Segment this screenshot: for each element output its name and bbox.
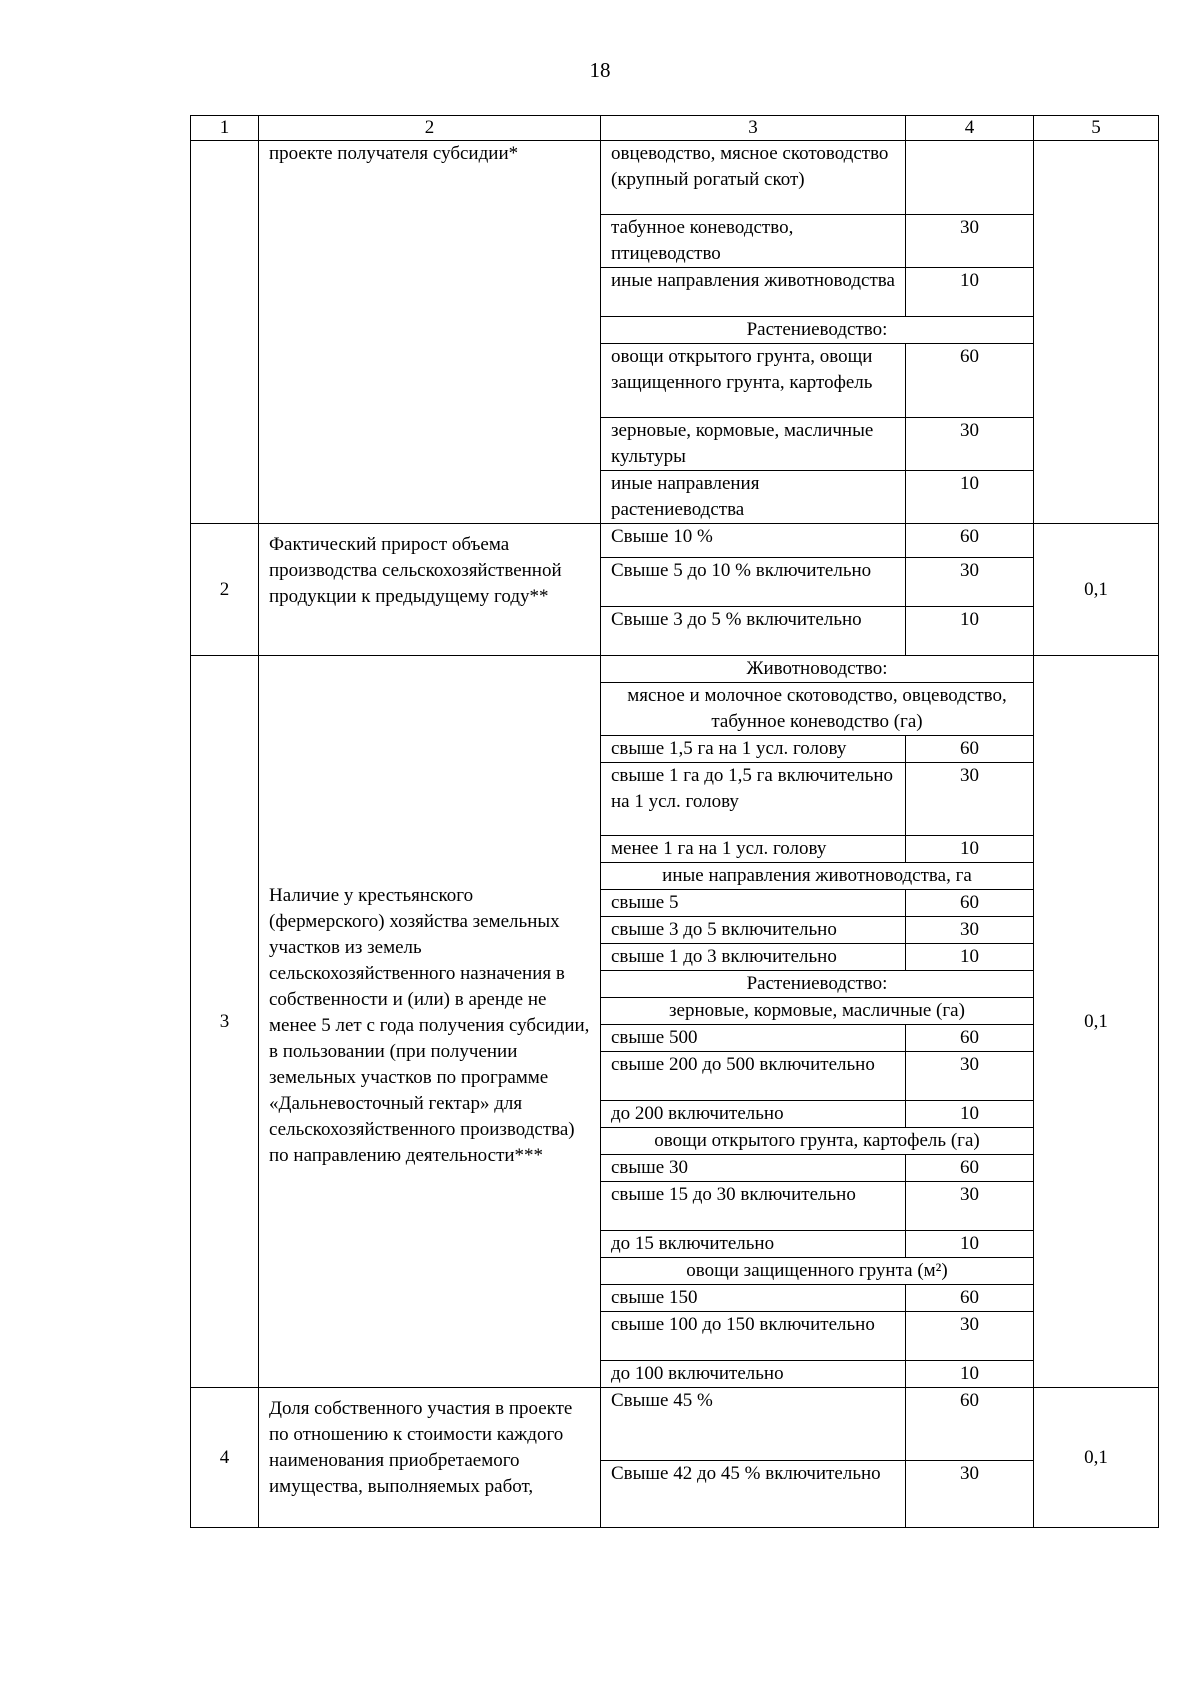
- score-cell: 10: [906, 1231, 1034, 1258]
- score-cell: 60: [906, 736, 1034, 763]
- score-cell: 30: [906, 1312, 1034, 1361]
- condition-cell: зерновые, кормовые, масличные культуры: [601, 418, 906, 471]
- section-heading-cell: овощи защищенного грунта (м²): [601, 1258, 1034, 1285]
- condition-cell: до 15 включительно: [601, 1231, 906, 1258]
- condition-cell: иные направления животноводства: [601, 268, 906, 317]
- criterion-cell: [259, 1388, 601, 1528]
- section-heading-cell: овощи открытого грунта, картофель (га): [601, 1128, 1034, 1155]
- criterion-cell: [259, 524, 601, 656]
- table-row: [191, 1388, 1159, 1461]
- score-cell: 30: [906, 917, 1034, 944]
- header-cell: 5: [1034, 116, 1159, 141]
- condition-cell: свыше 150: [601, 1285, 906, 1312]
- table-row: [191, 524, 1159, 558]
- score-cell: 10: [906, 1361, 1034, 1388]
- section-heading-cell: иные направления животноводства, га: [601, 863, 1034, 890]
- weight-cell: [1034, 141, 1159, 524]
- score-cell: 10: [906, 268, 1034, 317]
- weight-cell: 0,1: [1034, 1388, 1159, 1528]
- header-cell: 3: [601, 116, 906, 141]
- header-row: [191, 116, 1159, 141]
- condition-cell: свыше 1,5 га на 1 усл. голову: [601, 736, 906, 763]
- condition-cell: иные направления растениеводства: [601, 471, 906, 524]
- table-row: [191, 656, 1159, 683]
- score-cell: 60: [906, 1025, 1034, 1052]
- condition-cell: свыше 30: [601, 1155, 906, 1182]
- score-cell: 60: [906, 524, 1034, 558]
- condition-cell: овцеводство, мясное скотоводство (крупный рогатый скот): [601, 141, 906, 215]
- table-row: [191, 141, 1159, 215]
- score-cell: 10: [906, 471, 1034, 524]
- weight-cell: 0,1: [1034, 524, 1159, 656]
- condition-cell: Свыше 42 до 45 % включительно: [601, 1461, 906, 1528]
- condition-cell: свыше 500: [601, 1025, 906, 1052]
- score-cell: 30: [906, 558, 1034, 607]
- criterion-number-cell: [191, 141, 259, 524]
- condition-cell: свыше 100 до 150 включительно: [601, 1312, 906, 1361]
- criterion-cell: [259, 656, 601, 1388]
- criteria-table: [190, 115, 1159, 1528]
- condition-cell: менее 1 га на 1 усл. голову: [601, 836, 906, 863]
- section-heading-cell: Растениеводство:: [601, 317, 1034, 344]
- score-cell: 30: [906, 1052, 1034, 1101]
- condition-cell: свыше 1 га до 1,5 га включительно на 1 усл. голову: [601, 763, 906, 836]
- criterion-text: Доля собственного участия в проекте по отношению к стоимости каждого наименования приобретаемого имущества, выполняемых работ,: [269, 1398, 573, 1497]
- score-cell: 30: [906, 418, 1034, 471]
- score-cell: 60: [906, 890, 1034, 917]
- condition-cell: Свыше 10 %: [601, 524, 906, 558]
- criterion-text: Фактический прирост объема производства сельскохозяйственной продукции к предыдущему году**: [269, 534, 562, 607]
- score-cell: 30: [906, 1182, 1034, 1231]
- score-cell: 10: [906, 607, 1034, 656]
- score-cell: 60: [906, 1155, 1034, 1182]
- score-cell: 30: [906, 215, 1034, 268]
- score-cell: 60: [906, 1285, 1034, 1312]
- page-number: 18: [589, 58, 611, 82]
- section-heading-cell: мясное и молочное скотоводство, овцеводство, табунное коневодство (га): [601, 683, 1034, 736]
- score-cell: 30: [906, 763, 1034, 836]
- condition-cell: Свыше 5 до 10 % включительно: [601, 558, 906, 607]
- score-cell: 10: [906, 1101, 1034, 1128]
- section-heading-cell: Растениеводство:: [601, 971, 1034, 998]
- header-cell: 2: [259, 116, 601, 141]
- condition-cell: свыше 15 до 30 включительно: [601, 1182, 906, 1231]
- score-cell: 30: [906, 1461, 1034, 1528]
- criterion-number-cell: 3: [191, 656, 259, 1388]
- condition-cell: табунное коневодство, птицеводство: [601, 215, 906, 268]
- condition-cell: Свыше 45 %: [601, 1388, 906, 1461]
- condition-cell: до 100 включительно: [601, 1361, 906, 1388]
- score-cell: 10: [906, 944, 1034, 971]
- condition-cell: Свыше 3 до 5 % включительно: [601, 607, 906, 656]
- criterion-cell: [259, 141, 601, 524]
- score-cell: [906, 141, 1034, 215]
- condition-cell: овощи открытого грунта, овощи защищенного грунта, картофель: [601, 344, 906, 418]
- section-heading-cell: Животноводство:: [601, 656, 1034, 683]
- score-cell: 60: [906, 344, 1034, 418]
- criterion-text: проекте получателя субсидии*: [269, 143, 519, 164]
- header-cell: 4: [906, 116, 1034, 141]
- criterion-number-cell: 4: [191, 1388, 259, 1528]
- criterion-number-cell: 2: [191, 524, 259, 656]
- score-cell: 10: [906, 836, 1034, 863]
- score-cell: 60: [906, 1388, 1034, 1461]
- condition-cell: свыше 200 до 500 включительно: [601, 1052, 906, 1101]
- condition-cell: свыше 3 до 5 включительно: [601, 917, 906, 944]
- section-heading-cell: зерновые, кормовые, масличные (га): [601, 998, 1034, 1025]
- header-cell: 1: [191, 116, 259, 141]
- condition-cell: до 200 включительно: [601, 1101, 906, 1128]
- weight-cell: 0,1: [1034, 656, 1159, 1388]
- condition-cell: свыше 1 до 3 включительно: [601, 944, 906, 971]
- criterion-text: Наличие у крестьянского (фермерского) хозяйства земельных участков из земель сельскохозяйственного назначения в собственности и (или) в аренде не менее 5 лет с года получения субсидии, в пользовании (при получении земельных участков по программе «Дальневосточный гектар» для сельскохозяйственного производства) по направлению деятельности***: [269, 884, 590, 1166]
- condition-cell: свыше 5: [601, 890, 906, 917]
